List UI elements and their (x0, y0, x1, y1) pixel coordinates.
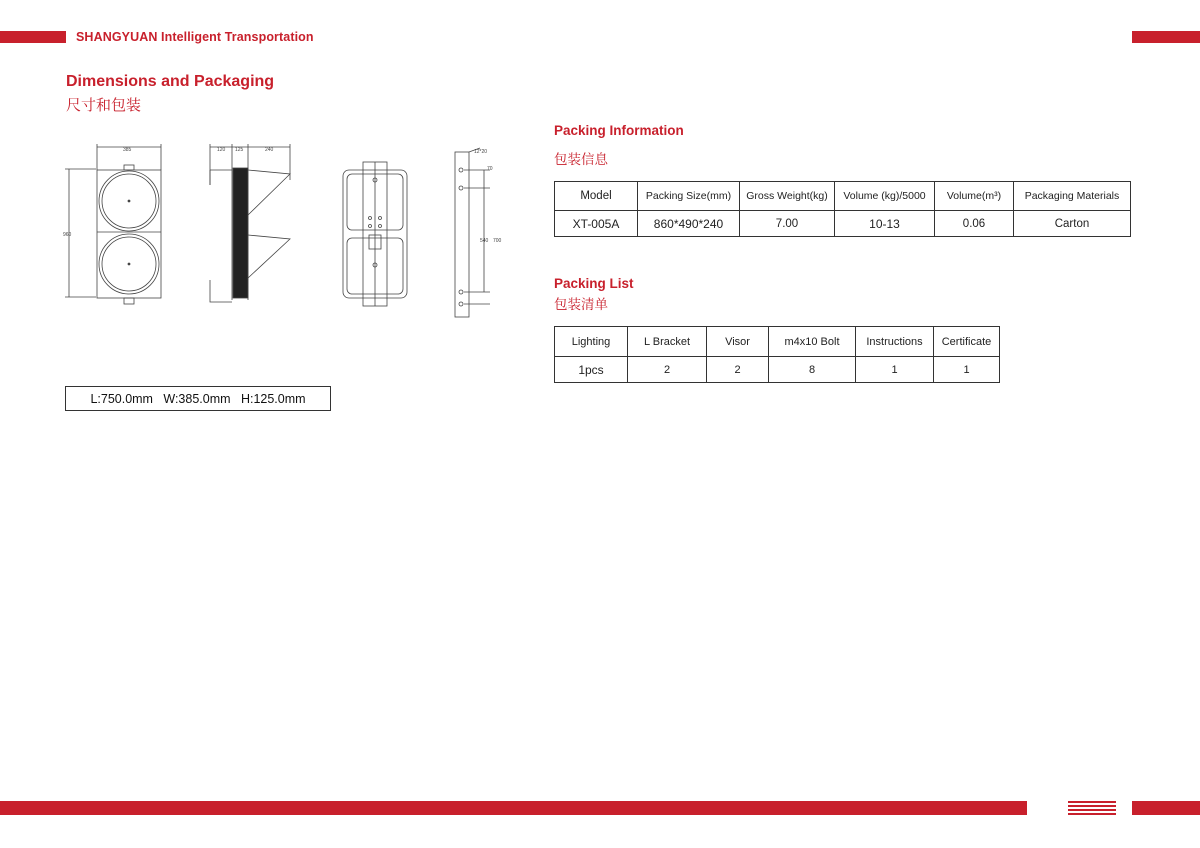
header-cell: m4x10 Bolt (769, 327, 856, 357)
dim-label-240: 240 (265, 147, 274, 153)
dim-label-70: 70 (487, 166, 493, 172)
dimensions-title-cn: 尺寸和包装 (66, 96, 142, 114)
table-row (555, 327, 1000, 357)
cell: 1 (934, 357, 1000, 383)
table-row (555, 211, 1131, 237)
cell: 2 (707, 357, 769, 383)
cell: 1pcs (555, 357, 628, 383)
table-row (555, 357, 1000, 383)
dim-label-120: 120 (217, 147, 226, 153)
top-right-bar (1132, 31, 1200, 43)
header-cell: Gross Weight(kg) (740, 182, 835, 211)
packing-list-title-cn: 包装清单 (554, 297, 608, 313)
bottom-stripes-decoration (1068, 801, 1116, 817)
back-view-drawing (343, 162, 407, 306)
cell: 860*490*240 (638, 211, 740, 237)
packing-list-title-en: Packing List (554, 276, 634, 291)
dim-label-540: 540 (480, 238, 489, 244)
header-cell: Lighting (555, 327, 628, 357)
header-cell: Packaging Materials (1014, 182, 1131, 211)
traffic-light-drawings (60, 140, 520, 325)
dim-label-125: 125 (235, 147, 244, 153)
packing-list-table (554, 326, 1000, 383)
packing-info-title-cn: 包装信息 (554, 152, 608, 168)
cell: 1 (856, 357, 934, 383)
cell: 2 (628, 357, 707, 383)
packing-info-table (554, 181, 1131, 237)
packing-info-title-en: Packing Information (554, 123, 684, 138)
bottom-right-bar (1132, 801, 1200, 815)
cell: 0.06 (935, 211, 1014, 237)
header-cell: Instructions (856, 327, 934, 357)
cell: XT-005A (555, 211, 638, 237)
header-cell: Certificate (934, 327, 1000, 357)
dim-label-385: 385 (123, 147, 132, 153)
dim-label-700: 700 (493, 238, 502, 244)
cell: 8 (769, 357, 856, 383)
brand-name: SHANGYUAN Intelligent Transportation (76, 30, 314, 44)
dimensions-title-en: Dimensions and Packaging (66, 73, 275, 90)
header-cell: Model (555, 182, 638, 211)
front-view-drawing (65, 144, 161, 304)
table-row (555, 182, 1131, 211)
cell: 7.00 (740, 211, 835, 237)
header-cell: Packing Size(mm) (638, 182, 740, 211)
header-cell: Volume(m³) (935, 182, 1014, 211)
header-cell: Visor (707, 327, 769, 357)
top-left-bar (0, 31, 66, 43)
cell: Carton (1014, 211, 1131, 237)
bracket-view-drawing (455, 148, 490, 317)
side-view-drawing (210, 144, 290, 302)
header-cell: L Bracket (628, 327, 707, 357)
header-cell: Volume (kg)/5000 (835, 182, 935, 211)
dimensions-summary: L:750.0mm W:385.0mm H:125.0mm (65, 386, 331, 411)
cell: 10-13 (835, 211, 935, 237)
dim-label-960: 960 (63, 232, 72, 238)
dim-label-12x20: 12*20 (474, 149, 488, 155)
bottom-left-bar (0, 801, 1027, 815)
